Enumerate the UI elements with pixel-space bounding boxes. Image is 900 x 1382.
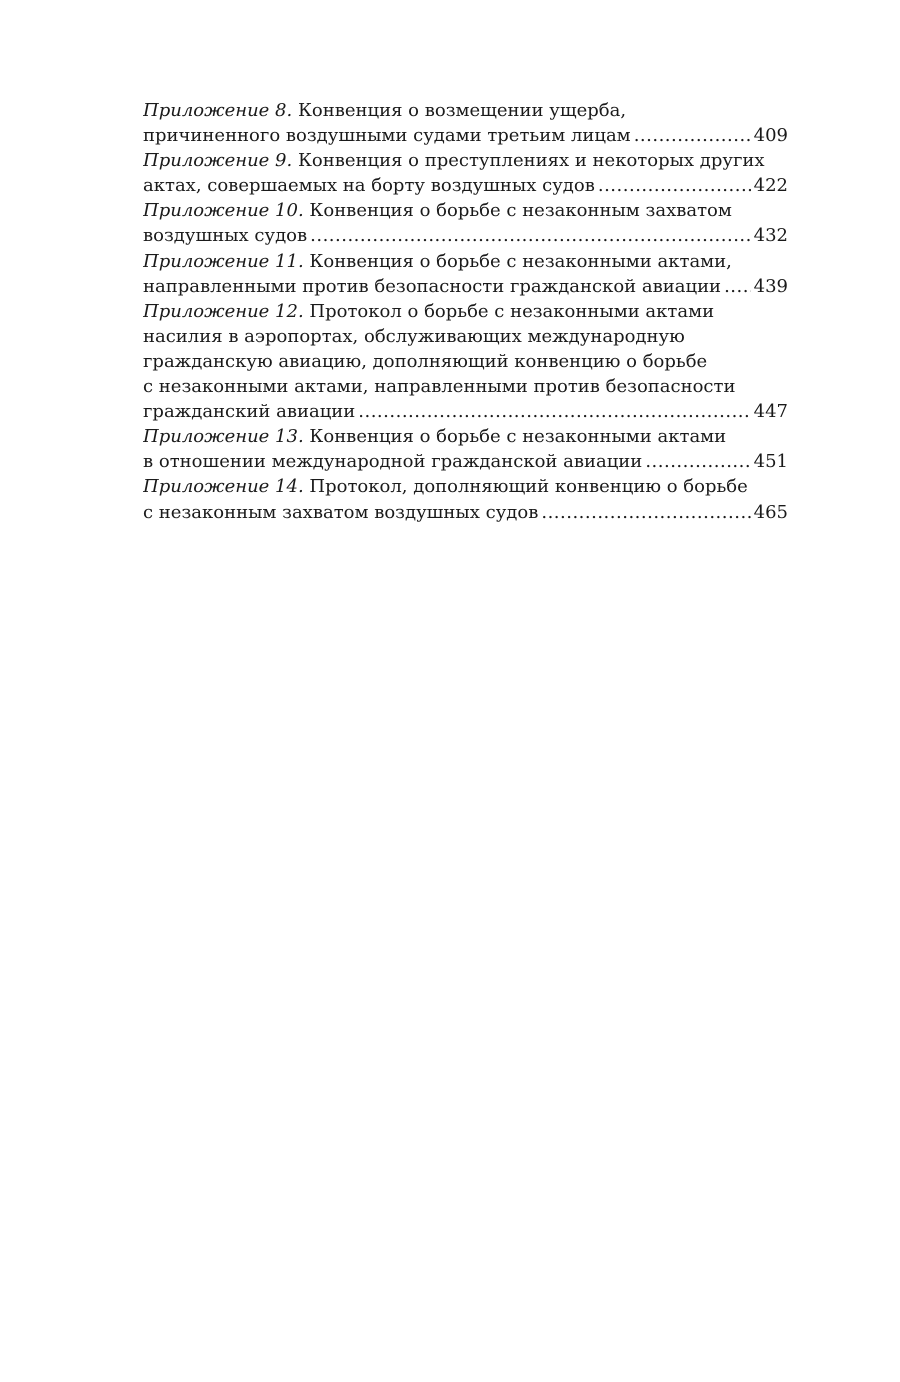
toc-entry-last-line <box>143 123 788 148</box>
toc-entry-first-line <box>143 98 788 123</box>
dot-leader <box>358 399 750 424</box>
toc-entry[interactable] <box>143 98 788 148</box>
entry-title-text: Конвенция о возмещении ущерба, <box>297 100 627 121</box>
entry-title-text: актах, совершаемых на борту воздушных судов <box>143 175 595 197</box>
entry-title-text: Протокол о борьбе с незаконными актами <box>309 300 715 322</box>
entry-title-text: воздушных судов <box>143 225 308 247</box>
page-number: 409 <box>753 125 788 147</box>
appendix-label: Приложение 14. <box>143 476 304 498</box>
toc-entry-line: с незаконными актами, направленными против безопасности <box>143 376 736 398</box>
toc-entry[interactable] <box>143 198 788 248</box>
toc-entry[interactable] <box>143 474 788 524</box>
toc-entry-last-line <box>143 449 788 474</box>
page-number: 465 <box>753 501 788 523</box>
page-number: 432 <box>753 225 788 247</box>
toc-entry-last-line <box>143 399 788 424</box>
page-number: 451 <box>753 451 788 473</box>
dot-leader <box>598 173 751 198</box>
toc-entry-first-line <box>143 148 788 173</box>
entry-title-text: в отношении международной гражданской авиации <box>143 451 643 473</box>
toc-entry-last-line <box>143 173 788 198</box>
dot-leader <box>634 123 751 148</box>
toc-entry-first-line <box>143 424 788 449</box>
toc-entry-last-line <box>143 274 788 299</box>
toc-entry-first-line <box>143 299 788 324</box>
toc-entry-last-line <box>143 500 788 525</box>
toc-entry-first-line <box>143 474 788 499</box>
entry-title-text: гражданский авиации <box>143 401 356 423</box>
dot-leader <box>645 449 750 474</box>
entry-title-text: Конвенция о борьбе с незаконными актами, <box>309 250 732 272</box>
toc-entry-last-line <box>143 223 788 248</box>
page-number: 447 <box>753 401 788 423</box>
entry-title-text: Конвенция о борьбе с незаконным захватом <box>309 200 732 222</box>
entry-title-text: Конвенция о борьбе с незаконными актами <box>309 426 727 448</box>
entry-title-text: Конвенция о преступлениях и некоторых других <box>297 150 765 172</box>
entry-title-text: направленными против безопасности гражданской авиации <box>143 275 722 297</box>
appendix-label: Приложение 11. <box>143 250 304 272</box>
dot-leader <box>724 274 751 299</box>
toc-entry[interactable] <box>143 249 788 299</box>
appendix-label: Приложение 12. <box>143 300 304 322</box>
appendix-label: Приложение 13. <box>143 426 304 448</box>
appendix-label: Приложение 10. <box>143 200 304 222</box>
dot-leader <box>310 223 751 248</box>
entry-title-text: причиненного воздушными судами третьим лицам <box>143 125 631 147</box>
toc-entry-line: гражданскую авиацию, дополняющий конвенцию о борьбе <box>143 350 708 372</box>
page-number: 422 <box>753 175 788 197</box>
toc-entry-first-line <box>143 249 788 274</box>
page-number: 439 <box>753 275 788 297</box>
appendix-label: Приложение 9. <box>143 150 293 172</box>
dot-leader <box>541 500 750 525</box>
toc-entry[interactable] <box>143 424 788 474</box>
entry-title-text: с незаконным захватом воздушных судов <box>143 501 539 523</box>
toc-entry[interactable] <box>143 148 788 198</box>
toc-entry-line: насилия в аэропортах, обслуживающих международную <box>143 325 685 347</box>
appendix-label: Приложение 8. <box>143 100 293 121</box>
table-of-contents <box>143 98 788 525</box>
toc-entry-first-line <box>143 198 788 223</box>
toc-entry[interactable] <box>143 299 788 424</box>
entry-title-text: Протокол, дополняющий конвенцию о борьбе <box>309 476 748 498</box>
